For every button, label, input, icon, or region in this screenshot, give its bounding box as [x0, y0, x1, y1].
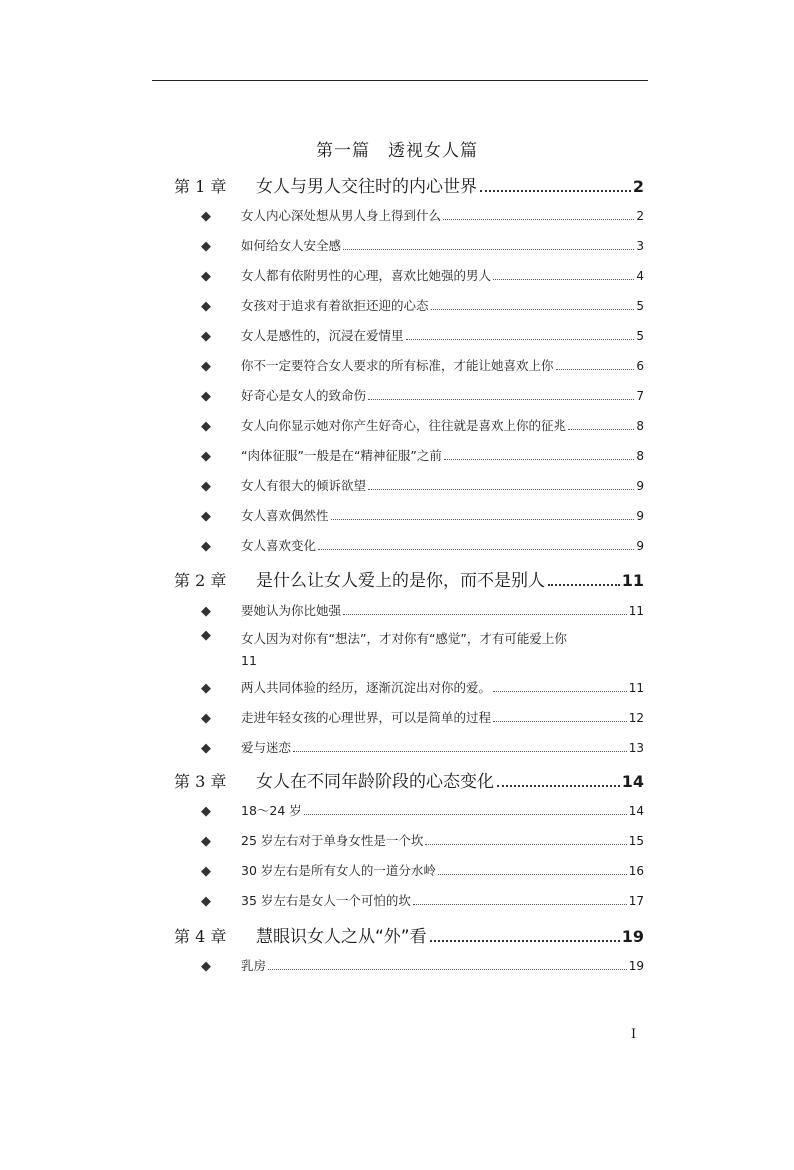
toc-entry[interactable]	[200, 266, 644, 286]
toc-entry[interactable]	[200, 891, 644, 911]
dot-leader	[331, 519, 635, 520]
chapter-title: 慧眼识女人之从“外”看	[256, 927, 427, 947]
entry-page: 15	[628, 834, 644, 848]
entry-title: 好奇心是女人的致命伤	[241, 388, 367, 403]
toc-chapter-4[interactable]	[174, 922, 644, 946]
diamond-bullet-icon: ◆	[201, 628, 211, 643]
dot-leader	[343, 614, 627, 615]
toc-chapter-3[interactable]	[174, 767, 644, 791]
diamond-bullet-icon: ◆	[201, 239, 211, 254]
toc-entry[interactable]	[200, 446, 644, 466]
entry-page: 5	[636, 299, 644, 313]
footer-page-number: I	[631, 1027, 637, 1042]
diamond-bullet-icon: ◆	[201, 329, 211, 344]
toc-entry[interactable]	[200, 831, 644, 851]
dot-leader	[444, 459, 634, 460]
dot-leader	[368, 489, 634, 490]
dot-leader	[431, 309, 635, 310]
entry-title: 要她认为你比她强	[241, 603, 342, 618]
dot-leader	[568, 429, 634, 430]
diamond-bullet-icon: ◆	[201, 359, 211, 374]
dot-leader	[493, 691, 627, 692]
toc-entry[interactable]	[200, 386, 644, 406]
toc-chapter-2[interactable]	[174, 566, 644, 590]
chapter-page: 2	[632, 177, 644, 196]
entry-page: 9	[636, 509, 644, 523]
dot-leader	[413, 904, 627, 905]
dot-leader	[438, 874, 627, 875]
chapter-title: 是什么让女人爱上的是你，而不是别人	[256, 571, 545, 591]
diamond-bullet-icon: ◆	[201, 539, 211, 554]
chapter-number: 第 2 章	[174, 571, 227, 590]
toc-entry[interactable]	[200, 708, 644, 728]
diamond-bullet-icon: ◆	[201, 509, 211, 524]
toc-entry[interactable]	[200, 628, 644, 668]
toc-entry[interactable]	[200, 956, 644, 976]
dot-leader	[443, 219, 634, 220]
dot-leader	[497, 785, 620, 787]
toc-entry[interactable]	[200, 206, 644, 226]
toc-entry[interactable]	[200, 476, 644, 496]
entry-page: 8	[636, 449, 644, 463]
dot-leader	[343, 249, 634, 250]
diamond-bullet-icon: ◆	[201, 269, 211, 284]
dot-leader	[548, 584, 620, 586]
dot-leader	[493, 279, 634, 280]
chapter-page: 14	[621, 772, 644, 791]
entry-page: 4	[636, 269, 644, 283]
entry-title: 30 岁左右是所有女人的一道分水岭	[241, 863, 436, 878]
dot-leader	[556, 369, 635, 370]
entry-page: 9	[636, 479, 644, 493]
diamond-bullet-icon: ◆	[201, 804, 211, 819]
entry-title: 女人内心深处想从男人身上得到什么	[241, 208, 442, 223]
entry-title: 走进年轻女孩的心理世界，可以是简单的过程	[241, 710, 492, 725]
entry-title: 女孩对于追求有着欲拒还迎的心态	[241, 298, 429, 313]
entry-title: 女人都有依附男性的心理，喜欢比她强的男人	[241, 268, 492, 283]
toc-entry[interactable]	[200, 801, 644, 821]
entry-page: 12	[628, 711, 644, 725]
toc-entry[interactable]	[200, 536, 644, 556]
toc-entry[interactable]	[200, 861, 644, 881]
dot-leader	[368, 399, 634, 400]
entry-title: 如何给女人安全感	[241, 238, 342, 253]
entry-page: 11	[628, 681, 644, 695]
entry-page: 5	[636, 329, 644, 343]
entry-title: 你不一定要符合女人要求的所有标准，才能让她喜欢上你	[241, 358, 554, 373]
diamond-bullet-icon: ◆	[201, 604, 211, 619]
diamond-bullet-icon: ◆	[201, 834, 211, 849]
chapter-number: 第 4 章	[174, 927, 227, 946]
entry-page: 16	[628, 864, 644, 878]
entry-title-wrapped	[241, 628, 644, 672]
toc-entry[interactable]	[200, 506, 644, 526]
diamond-bullet-icon: ◆	[201, 449, 211, 464]
diamond-bullet-icon: ◆	[201, 711, 211, 726]
chapter-title: 女人在不同年龄阶段的心态变化	[256, 772, 494, 792]
toc-entry[interactable]	[200, 601, 644, 621]
entry-title: 35 岁左右是女人一个可怕的坎	[241, 893, 411, 908]
entry-title: 女人喜欢变化	[241, 538, 317, 553]
dot-leader	[425, 844, 626, 845]
dot-leader	[304, 814, 627, 815]
toc-entry[interactable]	[200, 236, 644, 256]
toc-entry[interactable]	[200, 738, 644, 758]
chapter-title: 女人与男人交往时的内心世界	[256, 177, 477, 197]
dot-leader	[480, 190, 631, 192]
toc-entry[interactable]	[200, 678, 644, 698]
part-title: 第一篇 透视女人篇	[316, 141, 478, 161]
toc-entry[interactable]	[200, 416, 644, 436]
chapter-number: 第 1 章	[174, 177, 227, 196]
chapter-number: 第 3 章	[174, 772, 227, 791]
entry-title: 女人因为对你有“想法”，才对你有“感觉”，才有可能爱上你	[241, 631, 567, 646]
entry-page: 3	[636, 239, 644, 253]
entry-page: 8	[636, 419, 644, 433]
entry-page: 2	[636, 209, 644, 223]
entry-page: 11	[241, 653, 257, 668]
dot-leader	[406, 339, 635, 340]
toc-chapter-1[interactable]	[174, 172, 644, 196]
diamond-bullet-icon: ◆	[201, 299, 211, 314]
diamond-bullet-icon: ◆	[201, 389, 211, 404]
diamond-bullet-icon: ◆	[201, 681, 211, 696]
entry-page: 7	[636, 389, 644, 403]
dot-leader	[293, 751, 627, 752]
entry-title: 爱与迷恋	[241, 740, 292, 755]
entry-title: “肉体征服”一般是在“精神征服”之前	[241, 448, 442, 463]
dot-leader	[268, 969, 627, 970]
entry-page: 9	[636, 539, 644, 553]
entry-title: 女人有很大的倾诉欲望	[241, 478, 367, 493]
entry-page: 17	[628, 894, 644, 908]
dot-leader	[318, 549, 634, 550]
chapter-page: 11	[621, 571, 644, 590]
entry-page: 11	[628, 604, 644, 618]
entry-title: 25 岁左右对于单身女性是一个坎	[241, 833, 424, 848]
entry-title: 女人向你显示她对你产生好奇心，往往就是喜欢上你的征兆	[241, 418, 567, 433]
diamond-bullet-icon: ◆	[201, 864, 211, 879]
entry-page: 19	[628, 959, 644, 973]
toc-entry[interactable]	[200, 356, 644, 376]
diamond-bullet-icon: ◆	[201, 894, 211, 909]
diamond-bullet-icon: ◆	[201, 419, 211, 434]
diamond-bullet-icon: ◆	[201, 479, 211, 494]
entry-page: 13	[628, 741, 644, 755]
entry-page: 6	[636, 359, 644, 373]
dot-leader	[430, 940, 620, 942]
entry-title: 女人是感性的，沉浸在爱情里	[241, 328, 404, 343]
chapter-page: 19	[621, 927, 644, 946]
diamond-bullet-icon: ◆	[201, 741, 211, 756]
toc-entry[interactable]	[200, 326, 644, 346]
diamond-bullet-icon: ◆	[201, 959, 211, 974]
entry-page: 14	[628, 804, 644, 818]
entry-title: 两人共同体验的经历，逐渐沉淀出对你的爱。	[241, 680, 492, 695]
dot-leader	[493, 721, 627, 722]
diamond-bullet-icon: ◆	[201, 209, 211, 224]
entry-title: 乳房	[241, 958, 267, 973]
entry-title: 女人喜欢偶然性	[241, 508, 329, 523]
entry-title: 18～24 岁	[241, 803, 302, 818]
toc-entry[interactable]	[200, 296, 644, 316]
